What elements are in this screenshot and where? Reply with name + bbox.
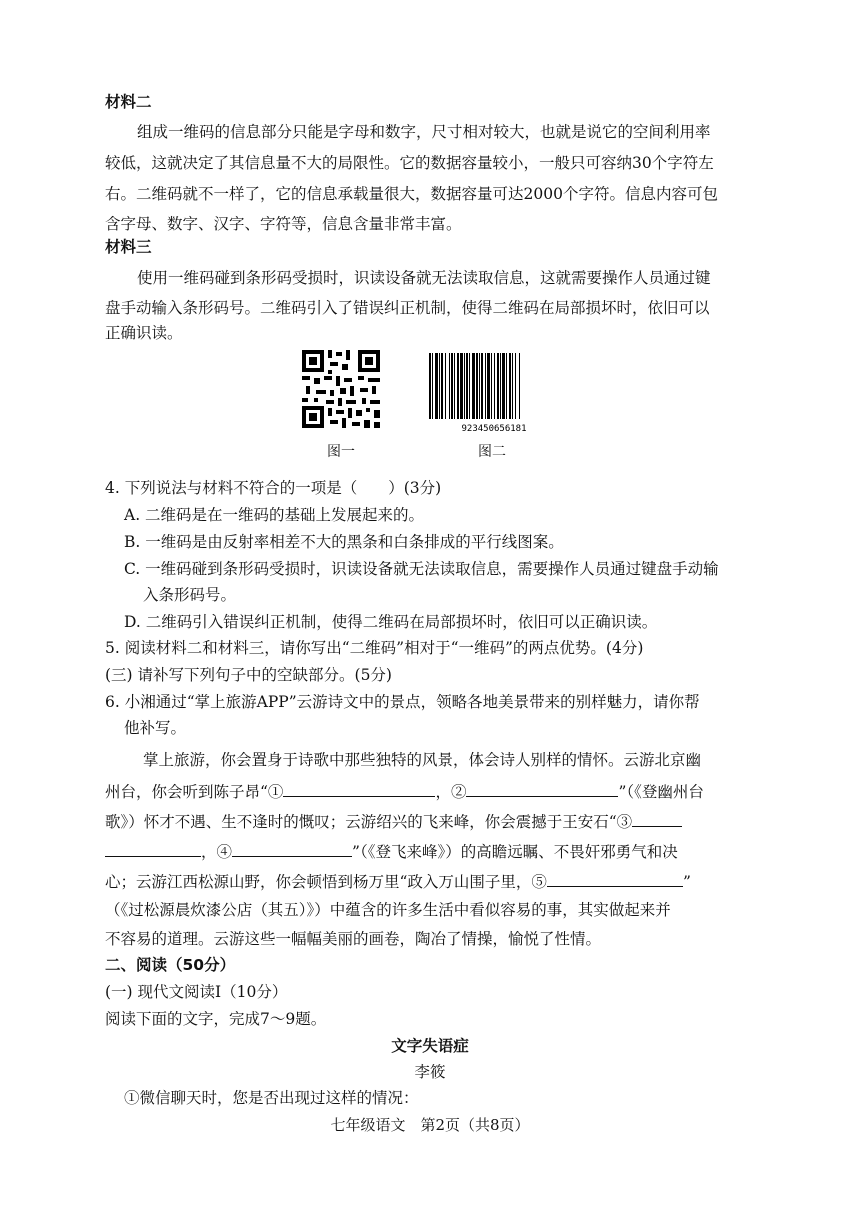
barcode-bar [457, 353, 459, 419]
barcode-number: 923450656181 [461, 424, 527, 433]
q6-passage-text: ，④ [201, 843, 233, 861]
qr-code-image [302, 350, 380, 428]
q6-passage-text: ” [682, 873, 691, 891]
barcode-bar [512, 353, 513, 419]
barcode-bar [485, 353, 486, 419]
q4-option-d: D. 二维码引入错误纠正机制，使得二维码在局部损坏时，依旧可以正确识读。 [124, 613, 658, 631]
barcode-bar [439, 353, 440, 419]
barcode-bar [491, 353, 492, 419]
material-2-line-1: 组成一维码的信息部分只能是字母和数字，尺寸相对较大，也就是说它的空间利用率 [137, 123, 711, 141]
barcode-bar [500, 353, 501, 419]
q6-passage-line-1: 掌上旅游，你会置身于诗歌中那些独特的风景，体会诗人别样的情怀。云游北京幽 [143, 751, 702, 769]
blank-4[interactable] [232, 840, 352, 857]
material-2-line-3: 右。二维码就不一样了，它的信息承载量很大，数据容量可达2000个字符。信息内容可包 [105, 185, 718, 203]
barcode-bar [464, 353, 465, 419]
barcode-bar [476, 353, 478, 419]
barcode-bar [451, 353, 453, 419]
q6-passage-text: ”（《登幽州台 [618, 783, 704, 801]
q4-option-b: B. 一维码是由反射率相差不大的黑条和白条排成的平行线图案。 [124, 533, 564, 551]
q6-stem-line-1: 6. 小湘通过“掌上旅游APP”云游诗文中的景点，领略各地美景带来的别样魅力，请你帮 [105, 693, 700, 711]
barcode-bar [441, 353, 443, 419]
q6-passage-text: 州台，你会听到陈子昂“① [105, 783, 284, 801]
barcode-bar [432, 353, 433, 419]
q4-stem: 4. 下列说法与材料不符合的一项是（ ）(3分) [105, 479, 442, 497]
barcode-bar [497, 353, 499, 419]
barcode-bar [445, 353, 446, 419]
q6-passage-text: 歌》）怀才不遇、生不逢时的慨叹；云游绍兴的飞来峰，你会震撼于王安石“③ [105, 813, 633, 831]
figure-2-caption: 图二 [478, 444, 506, 460]
barcode-bar [515, 353, 516, 419]
q4-option-c-line-1: C. 一维码碰到条形码受损时，识读设备就无法读取信息，需要操作人员通过键盘手动输 [124, 560, 719, 578]
article-author: 李筱 [414, 1063, 446, 1081]
barcode-bar [479, 353, 480, 419]
material-2-heading: 材料二 [105, 93, 152, 111]
barcode-bar [466, 353, 468, 419]
q4-option-a: A. 二维码是在一维码的基础上发展起来的。 [124, 506, 425, 524]
material-3-line-3: 正确识读。 [105, 324, 183, 342]
article-title: 文字失语症 [391, 1037, 469, 1055]
material-3-line-2: 盘手动输入条形码号。二维码引入了错误纠正机制，使得二维码在局部损坏时，依旧可以 [105, 299, 710, 317]
q5-stem: 5. 阅读材料二和材料三，请你写出“二维码”相对于“一维码”的两点优势。(4分) [105, 639, 644, 657]
reading-instruction: 阅读下面的文字，完成7～9题。 [105, 1010, 327, 1028]
barcode-bar [519, 353, 520, 419]
q6-passage-line-4 [105, 840, 678, 862]
barcode-bar [472, 353, 475, 419]
blank-3-end[interactable] [105, 840, 201, 857]
blank-5[interactable] [547, 870, 683, 887]
q6-passage-line-5 [105, 870, 691, 892]
barcode-bar [481, 353, 483, 419]
barcode-bar [449, 353, 450, 419]
q6-passage-text: ”（《登飞来峰》）的高瞻远瞩、不畏奸邪勇气和决 [352, 843, 678, 861]
barcode-bar [460, 353, 463, 419]
barcode-image [425, 351, 563, 433]
barcode-bar [469, 353, 470, 419]
q4-option-c-line-2: 入条形码号。 [143, 586, 237, 604]
material-3-line-1: 使用一维码碰到条形码受损时，识读设备就无法读取信息，这就需要操作人员通过键 [137, 269, 711, 287]
part-2-heading: 二、阅读（50分） [105, 956, 236, 974]
q6-passage-line-3 [105, 810, 682, 832]
barcode-bar [429, 353, 431, 419]
material-2-line-4: 含字母、数字、汉字、字符等，信息含量非常丰富。 [105, 215, 462, 233]
q6-passage-line-6: （《过松源晨炊漆公店（其五）》）中蕴含的许多生活中看似容易的事，其实做起来并 [105, 901, 671, 919]
material-2-line-2: 较低，这就决定了其信息量不大的局限性。它的数据容量较小，一般只可容纳30个字符左 [105, 154, 714, 172]
barcode-bar [506, 353, 507, 419]
barcode-bar [502, 353, 505, 419]
barcode-bar [509, 353, 511, 419]
q6-passage-line-7: 不容易的道理。云游这些一幅幅美丽的画卷，陶冶了情操，愉悦了性情。 [105, 930, 602, 948]
barcode-bar [494, 353, 495, 419]
section-3-heading: (三) 请补写下列句子中的空缺部分。(5分) [105, 666, 392, 684]
page-footer: 七年级语文 第2页（共8页） [330, 1116, 530, 1134]
q6-passage-line-2 [105, 780, 704, 802]
blank-3-start[interactable] [632, 810, 682, 827]
q6-passage-text: ，② [435, 783, 467, 801]
blank-2[interactable] [466, 780, 618, 797]
barcode-bar [435, 353, 438, 419]
barcode-bar [454, 353, 455, 419]
article-paragraph-1: ①微信聊天时，您是否出现过这样的情况： [124, 1089, 419, 1107]
material-3-heading: 材料三 [105, 238, 152, 256]
q6-stem-line-2: 他补写。 [124, 719, 187, 737]
blank-1[interactable] [283, 780, 435, 797]
q6-passage-text: 心；云游江西松源山野，你会顿悟到杨万里“政入万山围子里，⑤ [105, 873, 547, 891]
section-1-heading: (一) 现代文阅读Ⅰ（10分） [105, 983, 288, 1001]
barcode-bar [487, 353, 490, 419]
figure-1-caption: 图一 [327, 444, 355, 460]
